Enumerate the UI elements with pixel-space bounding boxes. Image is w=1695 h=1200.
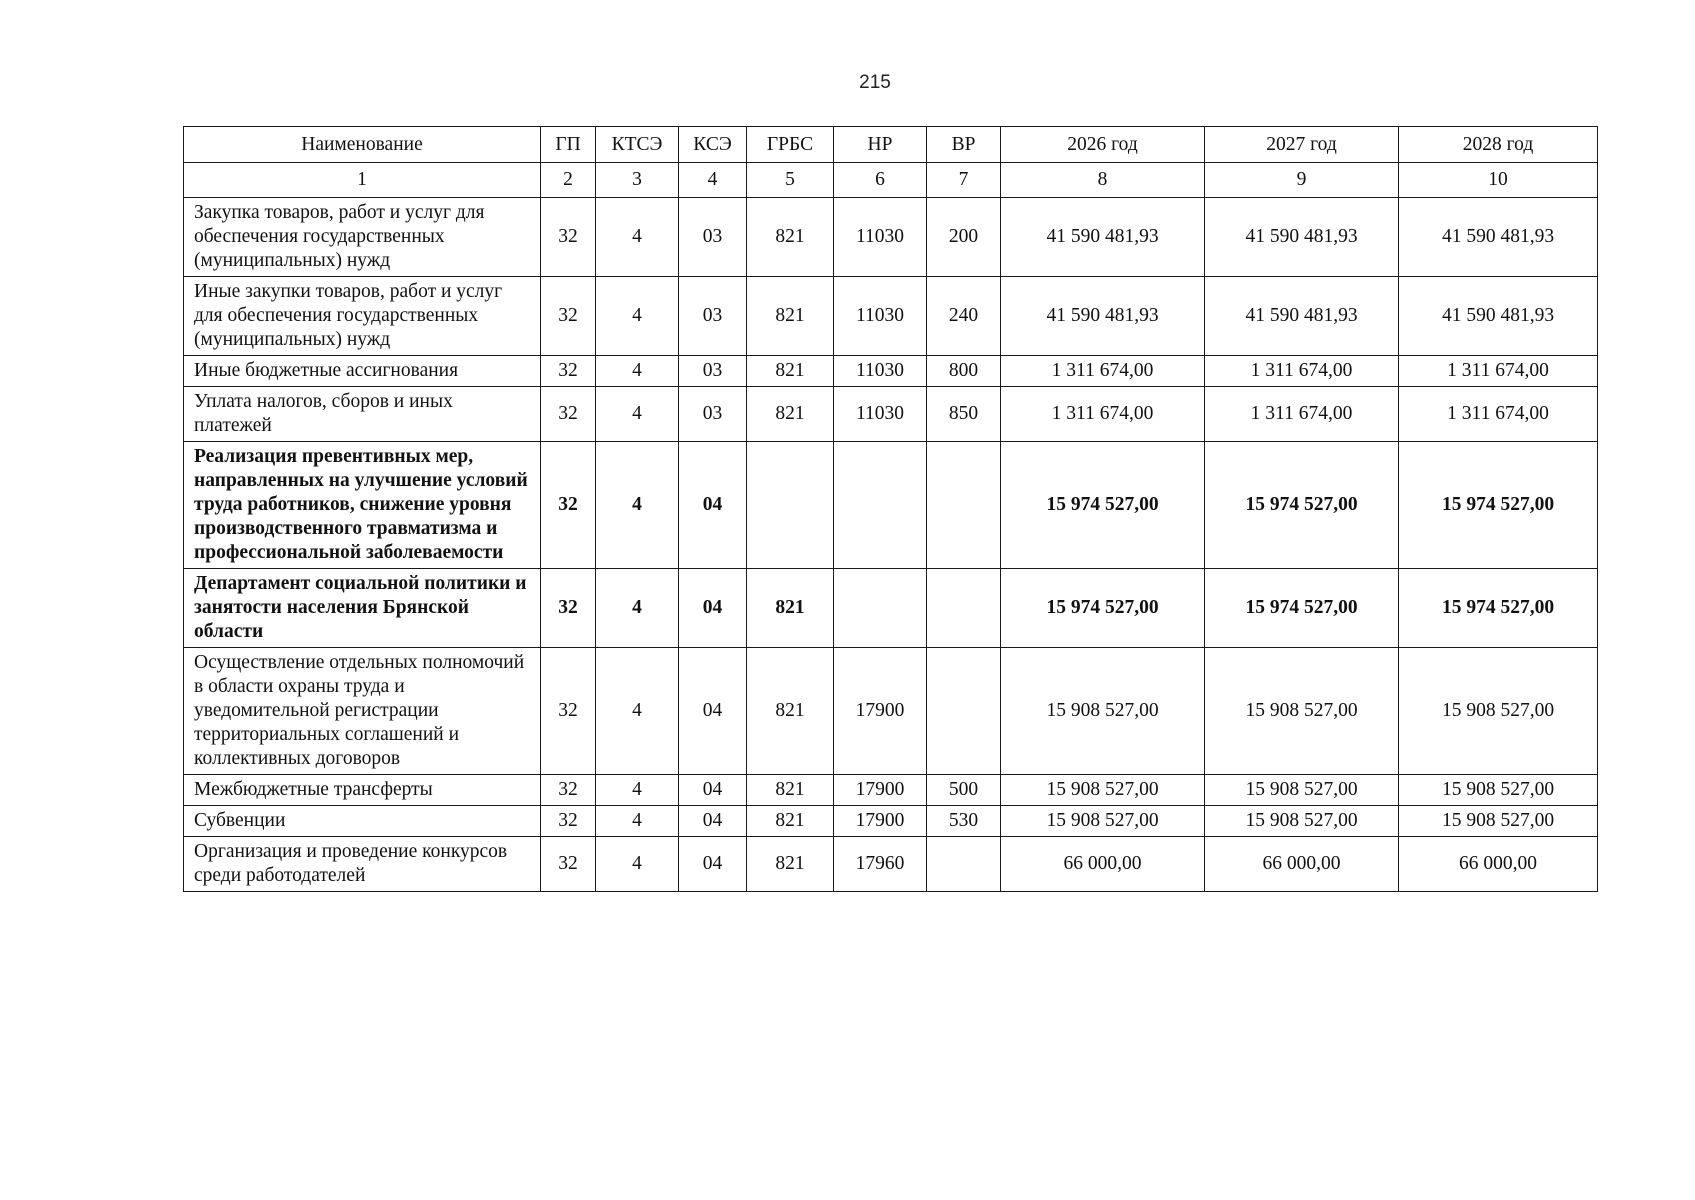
row-kse-cell: 04 [679, 648, 747, 775]
row-kse-cell: 04 [679, 837, 747, 892]
row-2027-amount: 66 000,00 [1205, 837, 1399, 892]
row-ktse-cell: 4 [596, 387, 679, 442]
column-number: 3 [596, 163, 679, 198]
row-2028-amount: 1 311 674,00 [1399, 356, 1598, 387]
row-ktse-cell: 4 [596, 569, 679, 648]
row-nr-cell [834, 569, 927, 648]
table-row [184, 648, 1598, 775]
row-name-cell: Уплата налогов, сборов и иных платежей [184, 387, 541, 442]
table-row [184, 277, 1598, 356]
row-gp-cell: 32 [541, 775, 596, 806]
row-name-cell: Субвенции [184, 806, 541, 837]
row-ktse-cell: 4 [596, 775, 679, 806]
table-row [184, 806, 1598, 837]
row-kse-cell: 04 [679, 442, 747, 569]
row-vr-cell: 200 [927, 198, 1001, 277]
column-number: 2 [541, 163, 596, 198]
column-number: 5 [747, 163, 834, 198]
row-nr-cell: 17900 [834, 648, 927, 775]
column-number: 7 [927, 163, 1001, 198]
row-nr-cell: 17900 [834, 775, 927, 806]
row-2028-amount: 66 000,00 [1399, 837, 1598, 892]
column-header-2027: 2027 год [1205, 127, 1399, 163]
row-2026-amount: 15 908 527,00 [1001, 648, 1205, 775]
row-vr-cell: 530 [927, 806, 1001, 837]
row-nr-cell: 11030 [834, 277, 927, 356]
row-2027-amount: 15 908 527,00 [1205, 775, 1399, 806]
row-ktse-cell: 4 [596, 648, 679, 775]
row-name-cell: Межбюджетные трансферты [184, 775, 541, 806]
column-header-ktse: КТСЭ [596, 127, 679, 163]
column-number: 10 [1399, 163, 1598, 198]
table-row [184, 387, 1598, 442]
row-ktse-cell: 4 [596, 806, 679, 837]
column-header-name: Наименование [184, 127, 541, 163]
row-2027-amount: 1 311 674,00 [1205, 356, 1399, 387]
row-2027-amount: 1 311 674,00 [1205, 387, 1399, 442]
row-2026-amount: 15 908 527,00 [1001, 775, 1205, 806]
row-2027-amount: 15 974 527,00 [1205, 569, 1399, 648]
row-2026-amount: 1 311 674,00 [1001, 356, 1205, 387]
header-row [184, 127, 1598, 163]
row-2027-amount: 15 908 527,00 [1205, 648, 1399, 775]
row-grbs-cell: 821 [747, 356, 834, 387]
page-number: 215 [859, 72, 891, 93]
row-gp-cell: 32 [541, 356, 596, 387]
row-kse-cell: 04 [679, 775, 747, 806]
row-grbs-cell: 821 [747, 648, 834, 775]
row-nr-cell: 17960 [834, 837, 927, 892]
row-ktse-cell: 4 [596, 837, 679, 892]
row-vr-cell: 800 [927, 356, 1001, 387]
row-vr-cell: 240 [927, 277, 1001, 356]
row-grbs-cell [747, 442, 834, 569]
row-gp-cell: 32 [541, 198, 596, 277]
column-number: 8 [1001, 163, 1205, 198]
row-2026-amount: 66 000,00 [1001, 837, 1205, 892]
table-row [184, 442, 1598, 569]
column-header-gp: ГП [541, 127, 596, 163]
row-gp-cell: 32 [541, 648, 596, 775]
row-name-cell: Иные закупки товаров, работ и услуг для обеспечения государственных (муниципальных) нужд [184, 277, 541, 356]
row-gp-cell: 32 [541, 387, 596, 442]
table-body [184, 127, 1598, 892]
column-number: 6 [834, 163, 927, 198]
row-2027-amount: 15 974 527,00 [1205, 442, 1399, 569]
row-ktse-cell: 4 [596, 356, 679, 387]
row-nr-cell: 17900 [834, 806, 927, 837]
row-2026-amount: 15 974 527,00 [1001, 569, 1205, 648]
row-nr-cell: 11030 [834, 356, 927, 387]
row-vr-cell: 850 [927, 387, 1001, 442]
table-row [184, 775, 1598, 806]
table-row [184, 569, 1598, 648]
row-grbs-cell: 821 [747, 569, 834, 648]
row-ktse-cell: 4 [596, 442, 679, 569]
row-grbs-cell: 821 [747, 198, 834, 277]
row-grbs-cell: 821 [747, 775, 834, 806]
row-name-cell: Закупка товаров, работ и услуг для обеспечения государственных (муниципальных) нужд [184, 198, 541, 277]
row-name-cell: Департамент социальной политики и занятости населения Брянской области [184, 569, 541, 648]
row-2026-amount: 41 590 481,93 [1001, 277, 1205, 356]
row-kse-cell: 03 [679, 356, 747, 387]
row-2026-amount: 15 974 527,00 [1001, 442, 1205, 569]
row-vr-cell: 500 [927, 775, 1001, 806]
row-name-cell: Реализация превентивных мер, направленных на улучшение условий труда работников, снижение уровня производственного травматизма и профессиональной заболеваемости [184, 442, 541, 569]
column-number-row [184, 163, 1598, 198]
row-name-cell: Иные бюджетные ассигнования [184, 356, 541, 387]
row-gp-cell: 32 [541, 277, 596, 356]
column-header-2026: 2026 год [1001, 127, 1205, 163]
row-2028-amount: 15 908 527,00 [1399, 648, 1598, 775]
column-header-grbs: ГРБС [747, 127, 834, 163]
column-number: 4 [679, 163, 747, 198]
row-2028-amount: 15 974 527,00 [1399, 569, 1598, 648]
row-2026-amount: 41 590 481,93 [1001, 198, 1205, 277]
row-2028-amount: 41 590 481,93 [1399, 277, 1598, 356]
row-gp-cell: 32 [541, 442, 596, 569]
row-kse-cell: 03 [679, 198, 747, 277]
row-grbs-cell: 821 [747, 387, 834, 442]
row-2028-amount: 15 908 527,00 [1399, 775, 1598, 806]
row-kse-cell: 03 [679, 387, 747, 442]
row-2027-amount: 15 908 527,00 [1205, 806, 1399, 837]
row-kse-cell: 03 [679, 277, 747, 356]
row-nr-cell: 11030 [834, 387, 927, 442]
table-row [184, 837, 1598, 892]
row-kse-cell: 04 [679, 569, 747, 648]
row-nr-cell: 11030 [834, 198, 927, 277]
row-2028-amount: 41 590 481,93 [1399, 198, 1598, 277]
row-name-cell: Организация и проведение конкурсов среди работодателей [184, 837, 541, 892]
row-2028-amount: 1 311 674,00 [1399, 387, 1598, 442]
budget-table [183, 126, 1598, 892]
row-name-cell: Осуществление отдельных полномочий в области охраны труда и уведомительной регистрации территориальных соглашений и коллективных договоров [184, 648, 541, 775]
row-vr-cell [927, 648, 1001, 775]
column-header-vr: ВР [927, 127, 1001, 163]
row-ktse-cell: 4 [596, 277, 679, 356]
table-row [184, 198, 1598, 277]
row-2028-amount: 15 908 527,00 [1399, 806, 1598, 837]
row-grbs-cell: 821 [747, 837, 834, 892]
row-kse-cell: 04 [679, 806, 747, 837]
column-number: 9 [1205, 163, 1399, 198]
row-2027-amount: 41 590 481,93 [1205, 198, 1399, 277]
row-2027-amount: 41 590 481,93 [1205, 277, 1399, 356]
row-gp-cell: 32 [541, 569, 596, 648]
row-2028-amount: 15 974 527,00 [1399, 442, 1598, 569]
row-vr-cell [927, 442, 1001, 569]
column-header-2028: 2028 год [1399, 127, 1598, 163]
column-header-nr: НР [834, 127, 927, 163]
row-gp-cell: 32 [541, 837, 596, 892]
row-2026-amount: 1 311 674,00 [1001, 387, 1205, 442]
table-row [184, 356, 1598, 387]
row-vr-cell [927, 837, 1001, 892]
column-number: 1 [184, 163, 541, 198]
row-grbs-cell: 821 [747, 277, 834, 356]
row-ktse-cell: 4 [596, 198, 679, 277]
column-header-kse: КСЭ [679, 127, 747, 163]
row-grbs-cell: 821 [747, 806, 834, 837]
row-nr-cell [834, 442, 927, 569]
row-gp-cell: 32 [541, 806, 596, 837]
row-2026-amount: 15 908 527,00 [1001, 806, 1205, 837]
row-vr-cell [927, 569, 1001, 648]
